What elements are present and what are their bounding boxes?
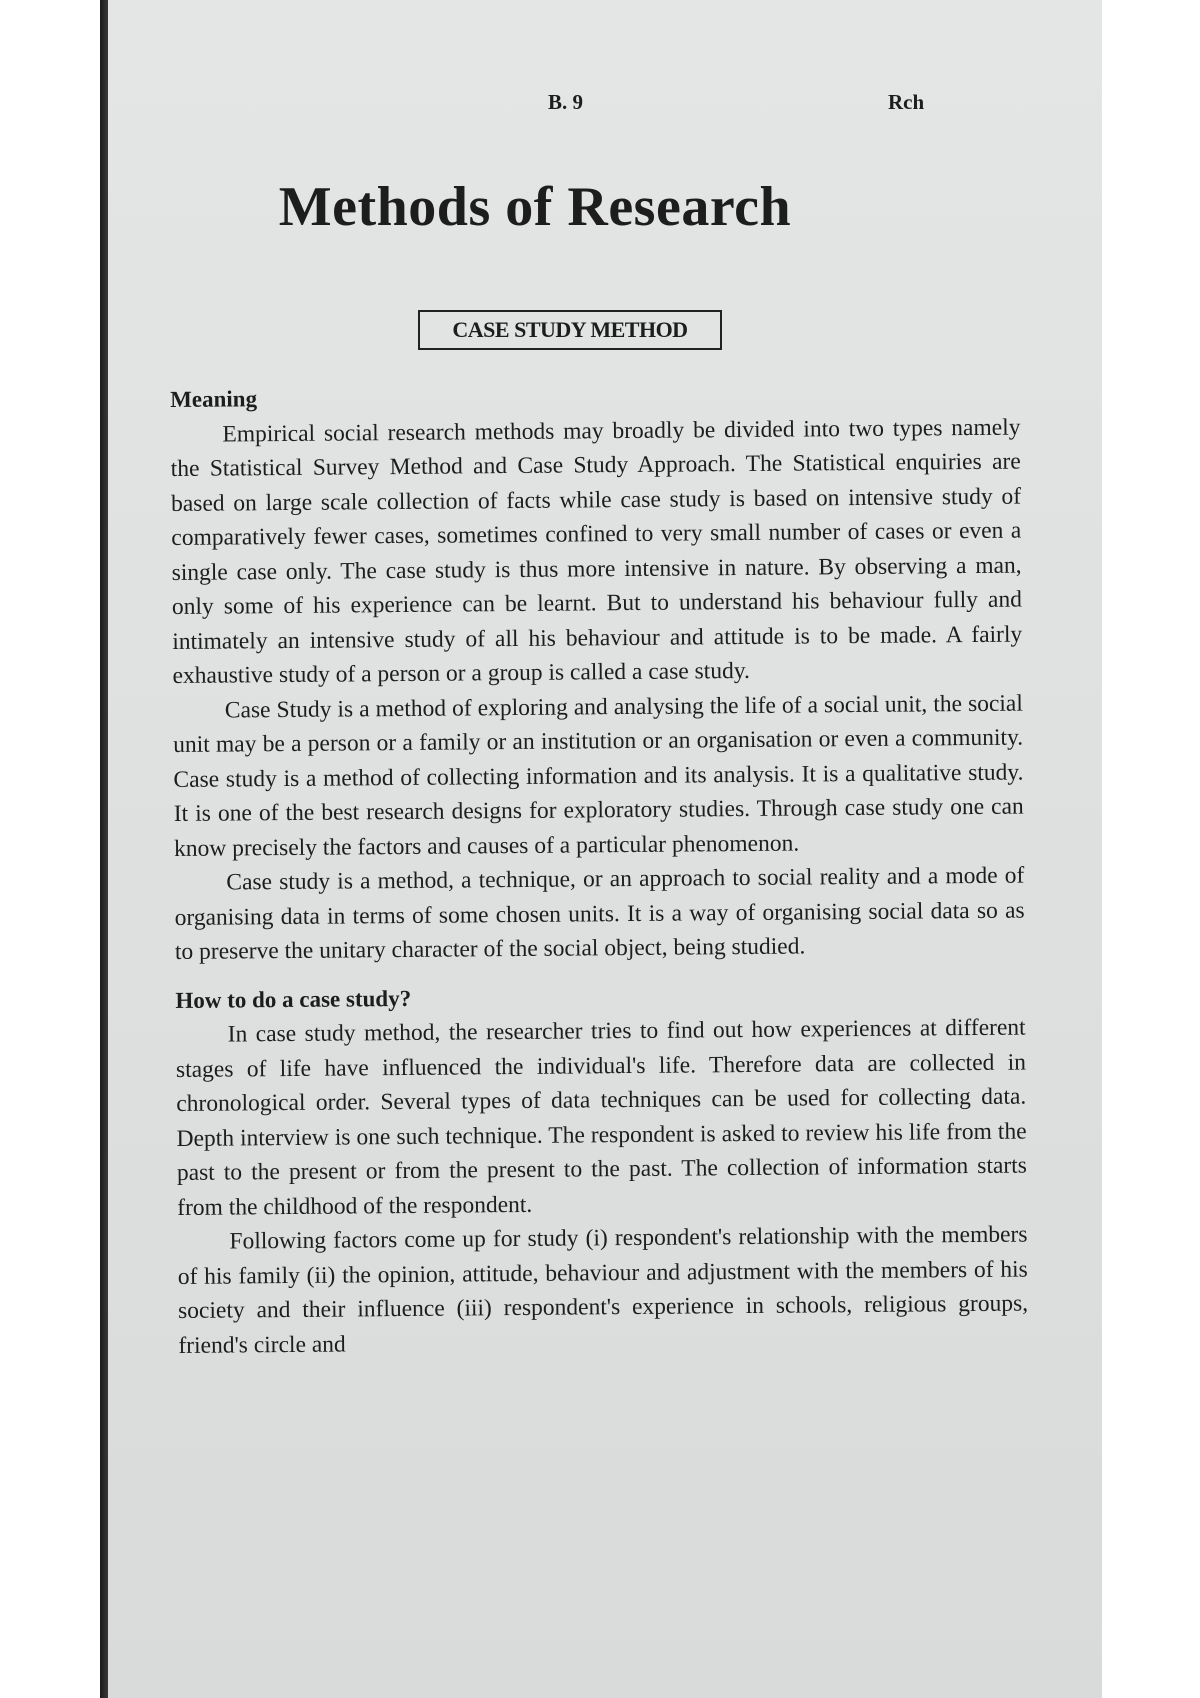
paragraph: Empirical social research methods may broadly be divided into two types namely the Statistical Survey Method and Case Study Approach. The Statistical enquiries are based on large scale collection of facts while case study is based on intensive study of comparatively fewer cases, sometimes confined to very small number of cases or even a single case only. The case study is thus more intensive in nature. By observing a man, only some of his experience can be learnt. But to understand his behaviour fully and intimately an intensive study of all his behaviour and attitude is to be made. A fairly exhaustive study of a person or a group is called a case study. [170,414,1023,689]
body-text [170,376,1029,1363]
chapter-title: Methods of Research [278,176,792,238]
page-folio: B. 9 [548,90,584,114]
running-head [100,90,1102,120]
paragraph: Case Study is a method of exploring and analysing the life of a social unit, the social unit may be a person or a family or an institution or an organisation or even a community. Case study is a method of collecting information and its analysis. It is a qualitative study. It is one of the best research designs for exploratory studies. Through case study one can know precisely the factors and causes of a particular phenomenon. [173,690,1024,862]
subheading-how-to: How to do a case study? [175,985,412,1013]
subheading-meaning: Meaning [170,386,258,412]
paragraph: Case study is a method, a technique, or an approach to social reality and a mode of organising data in terms of some chosen units. It is a way of organising social data so as to preserve the unitary character of the social object, being studied. [174,862,1025,965]
book-spine-shadow [100,0,108,1698]
book-page [100,0,1102,1698]
section-heading-box: CASE STUDY METHOD [418,310,722,350]
running-short-title: Rch [888,90,925,114]
paragraph: Following factors come up for study (i) respondent's relationship with the members of his family (ii) the opinion, attitude, behaviour and adjustment with the members of his society and their influence (iii) respondent's experience in schools, religious groups, friend's circle and [177,1221,1029,1359]
paragraph: In case study method, the researcher tries to find out how experiences at different stages of life have influenced the individual's life. Therefore data are collected in chronological order. Several types of data techniques can be used for collecting data. Depth interview is one such technique. The respondent is asked to review his life from the past to the present or from the present to the past. The collection of information starts from the childhood of the respondent. [175,1014,1027,1221]
